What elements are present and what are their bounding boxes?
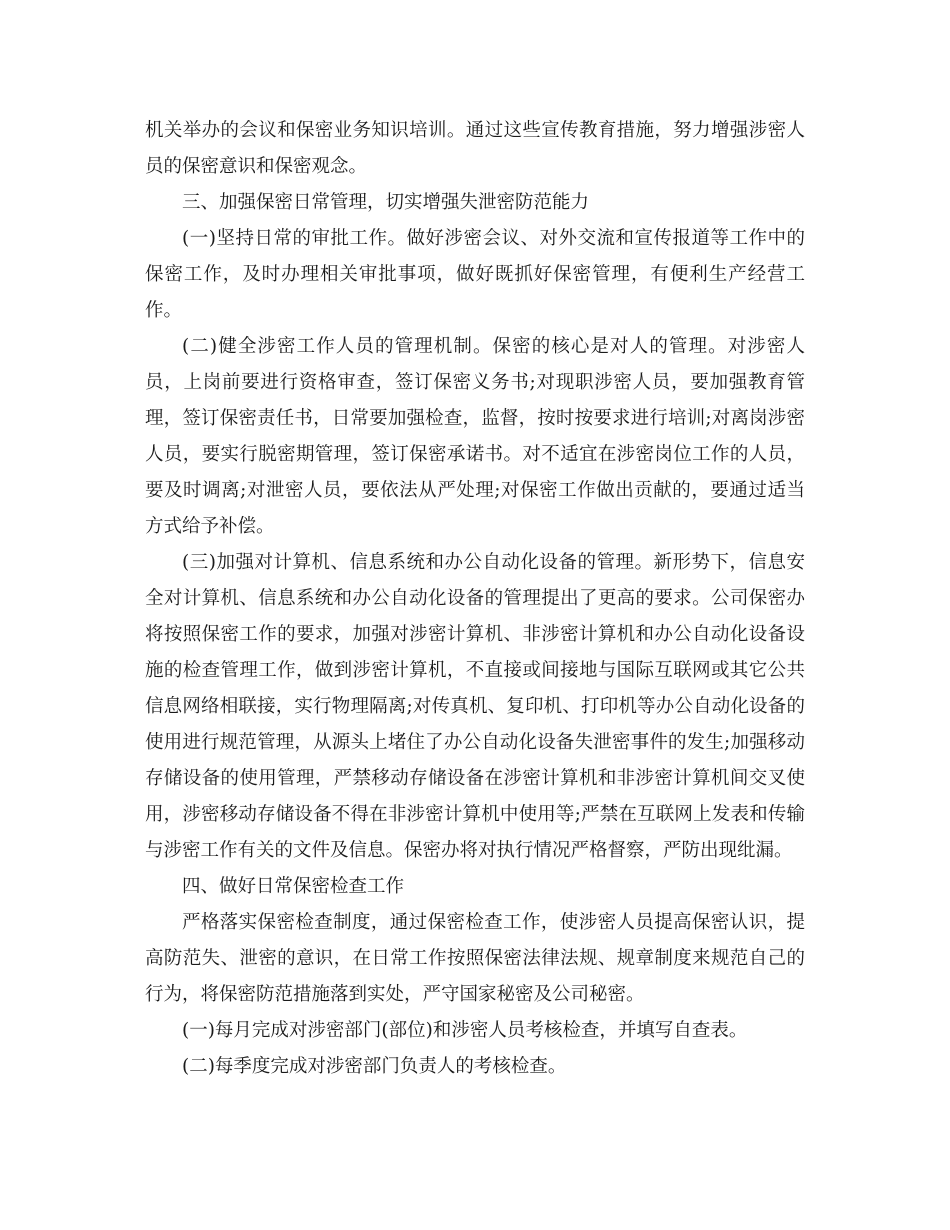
text-line: 使用进行规范管理，从源头上堵住了办公自动化设备失泄密事件的发生;加强移动 (145, 732, 805, 753)
paragraph (145, 869, 805, 905)
text-line: 与涉密工作有关的文件及信息。保密办将对执行情况严格督察，严防出现纰漏。 (145, 840, 793, 861)
paragraph (145, 1049, 805, 1085)
document-page (145, 113, 805, 1085)
text-line: 方式给予补偿。 (145, 516, 275, 537)
text-line: 三、加强保密日常管理，切实增强失泄密防范能力 (182, 192, 590, 213)
document-body (145, 113, 805, 1085)
text-line: 作。 (145, 300, 183, 321)
paragraph (145, 1013, 805, 1049)
text-line: 要及时调离;对泄密人员，要依法从严处理;对保密工作做出贡献的，要通过适当 (145, 480, 805, 501)
paragraph (145, 329, 805, 545)
paragraph (145, 545, 805, 869)
text-line: 人员，要实行脱密期管理，签订保密承诺书。对不适宜在涉密岗位工作的人员， (145, 444, 805, 465)
text-line: 员，上岗前要进行资格审查，签订保密义务书;对现职涉密人员，要加强教育管 (145, 372, 805, 393)
text-line: (一)每月完成对涉密部门(部位)和涉密人员考核检查，并填写自查表。 (182, 1020, 748, 1041)
paragraph (145, 221, 805, 329)
text-line: 用，涉密移动存储设备不得在非涉密计算机中使用等;严禁在互联网上发表和传输 (145, 804, 805, 825)
text-line: 信息网络相联接，实行物理隔离;对传真机、复印机、打印机等办公自动化设备的 (145, 696, 805, 717)
text-line: (二)每季度完成对涉密部门负责人的考核检查。 (182, 1056, 567, 1077)
paragraph (145, 905, 805, 1013)
text-line: 保密工作，及时办理相关审批事项，做好既抓好保密管理，有便利生产经营工 (145, 264, 805, 285)
text-line: (一)坚持日常的审批工作。做好涉密会议、对外交流和宣传报道等工作中的 (182, 228, 805, 249)
paragraph (145, 185, 805, 221)
paragraph (145, 113, 805, 185)
text-line: 四、做好日常保密检查工作 (182, 876, 405, 897)
text-line: 施的检查管理工作，做到涉密计算机，不直接或间接地与国际互联网或其它公共 (145, 660, 805, 681)
text-line: (三)加强对计算机、信息系统和办公自动化设备的管理。新形势下，信息安 (182, 552, 805, 573)
text-line: 机关举办的会议和保密业务知识培训。通过这些宣传教育措施，努力增强涉密人 (145, 120, 805, 141)
text-line: 将按照保密工作的要求，加强对涉密计算机、非涉密计算机和办公自动化设备设 (145, 624, 805, 645)
text-line: 理，签订保密责任书，日常要加强检查，监督，按时按要求进行培训;对离岗涉密 (145, 408, 805, 429)
text-line: 员的保密意识和保密观念。 (145, 156, 368, 177)
text-line: 行为，将保密防范措施落到实处，严守国家秘密及公司秘密。 (145, 984, 645, 1005)
text-line: 全对计算机、信息系统和办公自动化设备的管理提出了更高的要求。公司保密办 (145, 588, 805, 609)
text-line: 高防范失、泄密的意识，在日常工作按照保密法律法规、规章制度来规范自己的 (145, 948, 805, 969)
text-line: 严格落实保密检查制度，通过保密检查工作，使涉密人员提高保密认识，提 (182, 912, 805, 933)
text-line: (二)健全涉密工作人员的管理机制。保密的核心是对人的管理。对涉密人 (182, 336, 805, 357)
text-line: 存储设备的使用管理，严禁移动存储设备在涉密计算机和非涉密计算机间交叉使 (145, 768, 805, 789)
